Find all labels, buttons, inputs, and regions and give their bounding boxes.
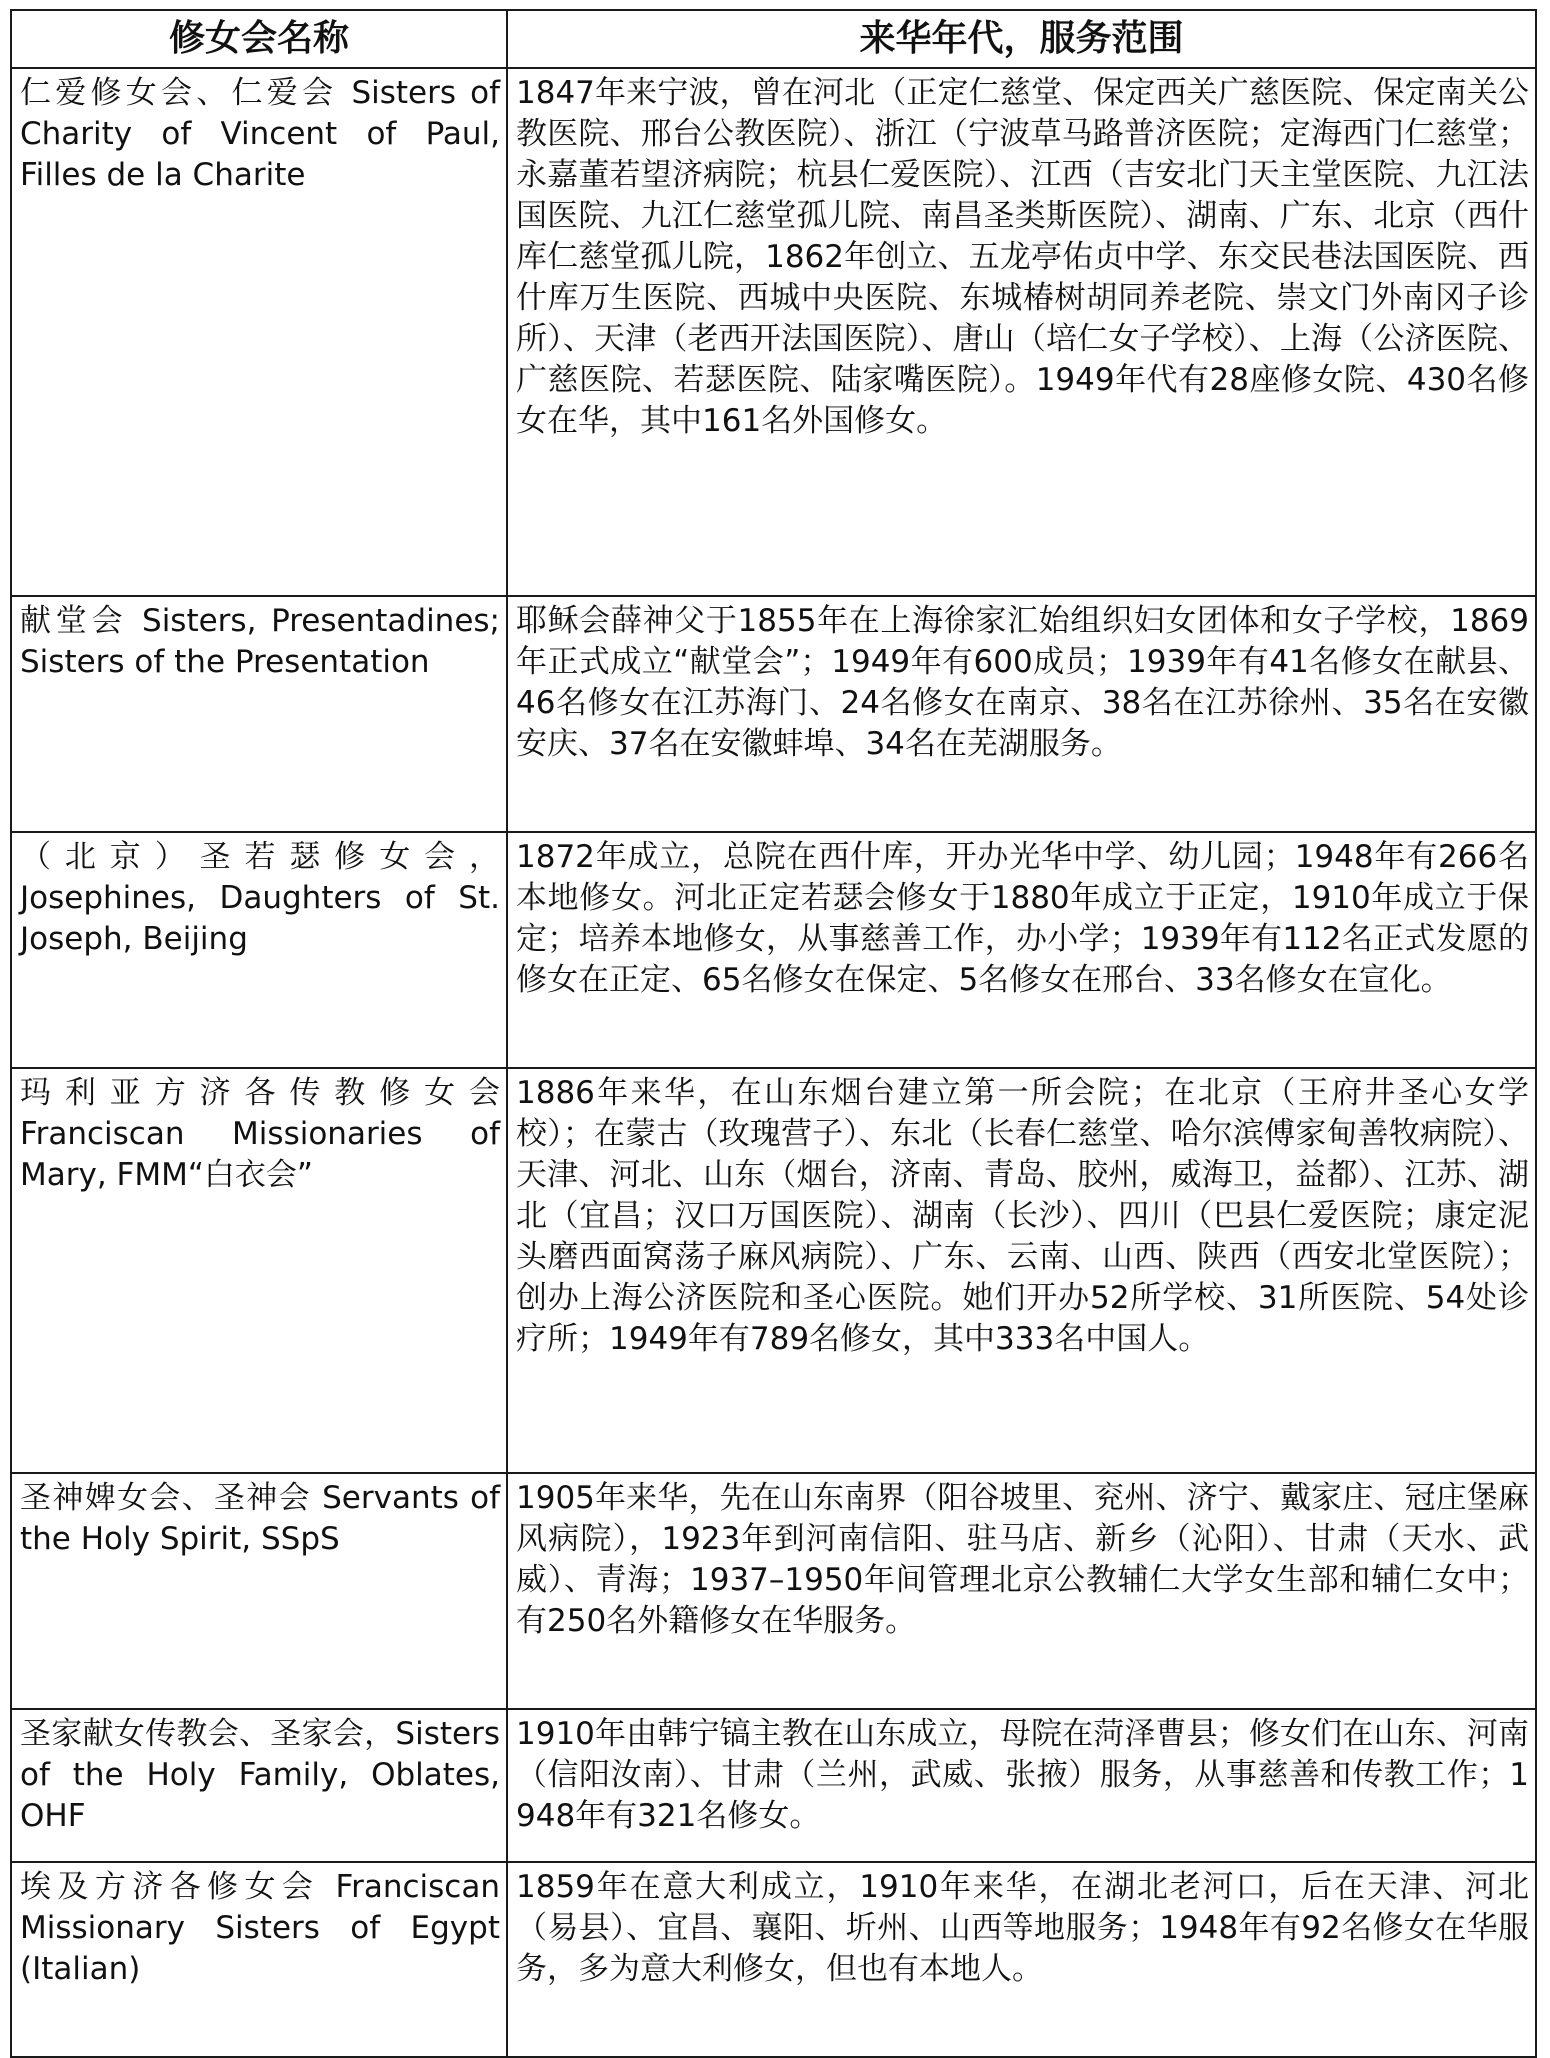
congregation-name-cell: 玛利亚方济各传教修女会 Franciscan Missionaries of Mary, FMM“白衣会” bbox=[11, 1068, 507, 1473]
service-detail-cell: 1847年来宁波，曾在河北（正定仁慈堂、保定西关广慈医院、保定南关公教医院、邢台公教医院）、浙江（宁波草马路普济医院；定海西门仁慈堂；永嘉董若望济病院；杭县仁爱医院）、江西（吉安北门天主堂医院、九江法国医院、九江仁慈堂孤儿院、南昌圣类斯医院）、湖南、广东、北京（西什库仁慈堂孤儿院，1862年创立、五龙亭佑贞中学、东交民巷法国医院、西什库万生医院、西城中央医院、东城椿树胡同养老院、崇文门外南冈子诊所）、天津（老西开法国医院）、唐山（培仁女子学校）、上海（公济医院、广慈医院、若瑟医院、陆家嘴医院）。1949年代有28座修女院、430名修女在华，其中161名外国修女。 bbox=[507, 68, 1536, 596]
congregation-name-cell: 圣家献女传教会、圣家会，Sisters of the Holy Family, Oblates, OHF bbox=[11, 1709, 507, 1862]
service-detail-cell: 1905年来华，先在山东南界（阳谷坡里、兖州、济宁、戴家庄、冠庄堡麻风病院），1923年到河南信阳、驻马店、新乡（沁阳）、甘肃（天水、武威）、青海；1937–1950年间管理北京公教辅仁大学女生部和辅仁女中；有250名外籍修女在华服务。 bbox=[507, 1473, 1536, 1709]
congregation-name-cell: （北京）圣若瑟修女会，Josephines, Daughters of St. Joseph, Beijing bbox=[11, 832, 507, 1068]
congregation-name-cell: 圣神婢女会、圣神会 Servants of the Holy Spirit, SSpS bbox=[11, 1473, 507, 1709]
table-header-row bbox=[11, 10, 1536, 68]
header-congregation-name: 修女会名称 bbox=[11, 10, 507, 68]
service-detail-cell: 1910年由韩宁镐主教在山东成立，母院在菏泽曹县；修女们在山东、河南（信阳汝南）、甘肃（兰州，武威、张掖）服务，从事慈善和传教工作；1948年有321名修女。 bbox=[507, 1709, 1536, 1862]
congregation-name-cell: 仁爱修女会、仁爱会 Sisters of Charity of Vincent of Paul, Filles de la Charite bbox=[11, 68, 507, 596]
table-row bbox=[11, 1473, 1536, 1709]
header-arrival-and-service: 来华年代，服务范围 bbox=[507, 10, 1536, 68]
service-detail-cell: 耶稣会薛神父于1855年在上海徐家汇始组织妇女团体和女子学校，1869年正式成立“献堂会”；1949年有600成员；1939年有41名修女在献县、46名修女在江苏海门、24名修女在南京、38名在江苏徐州、35名在安徽安庆、37名在安徽蚌埠、34名在芜湖服务。 bbox=[507, 596, 1536, 832]
table-row bbox=[11, 1709, 1536, 1862]
table-row bbox=[11, 68, 1536, 596]
sisters-congregations-table bbox=[10, 9, 1537, 2058]
table-row bbox=[11, 1068, 1536, 1473]
table-row bbox=[11, 832, 1536, 1068]
service-detail-cell: 1859年在意大利成立，1910年来华，在湖北老河口，后在天津、河北（易县）、宜昌、襄阳、圻州、山西等地服务；1948年有92名修女在华服务，多为意大利修女，但也有本地人。 bbox=[507, 1862, 1536, 2057]
service-detail-cell: 1886年来华，在山东烟台建立第一所会院；在北京（王府井圣心女学校）；在蒙古（玫瑰营子）、东北（长春仁慈堂、哈尔滨傅家甸善牧病院）、天津、河北、山东（烟台，济南、青岛、胶州，威海卫，益都）、江苏、湖北（宜昌；汉口万国医院）、湖南（长沙）、四川（巴县仁爱医院；康定泥头磨西面窝荡子麻风病院）、广东、云南、山西、陕西（西安北堂医院）；创办上海公济医院和圣心医院。她们开办52所学校、31所医院、54处诊疗所；1949年有789名修女，其中333名中国人。 bbox=[507, 1068, 1536, 1473]
congregation-name-cell: 献堂会 Sisters, Presentadines; Sisters of the Presentation bbox=[11, 596, 507, 832]
service-detail-cell: 1872年成立，总院在西什库，开办光华中学、幼儿园；1948年有266名本地修女。河北正定若瑟会修女于1880年成立于正定，1910年成立于保定；培养本地修女，从事慈善工作，办小学；1939年有112名正式发愿的修女在正定、65名修女在保定、5名修女在邢台、33名修女在宣化。 bbox=[507, 832, 1536, 1068]
table-row bbox=[11, 596, 1536, 832]
congregation-name-cell: 埃及方济各修女会 Franciscan Missionary Sisters of Egypt (Italian) bbox=[11, 1862, 507, 2057]
table-row bbox=[11, 1862, 1536, 2057]
